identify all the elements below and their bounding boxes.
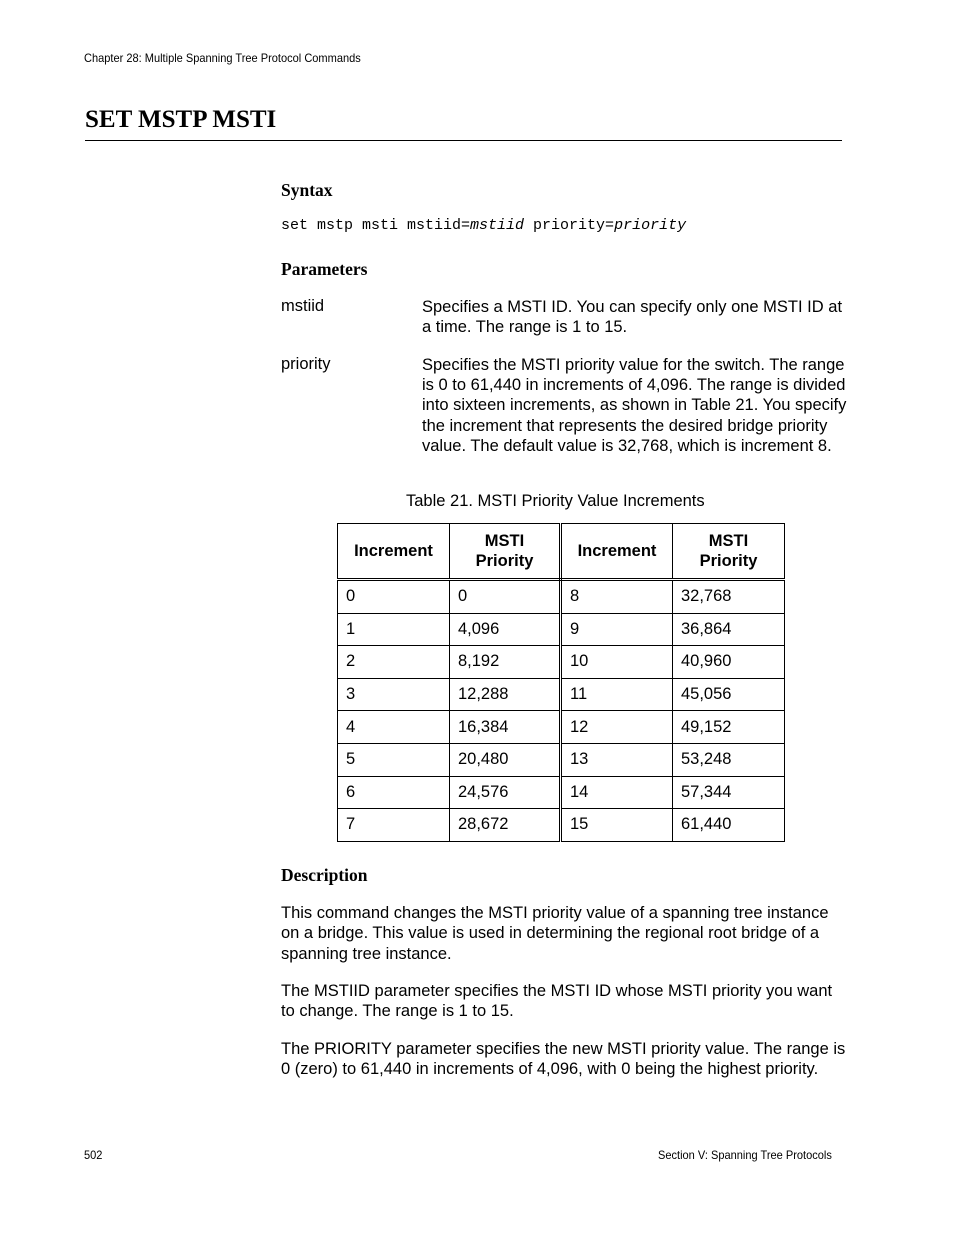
- table-cell: 16,384: [450, 711, 561, 744]
- syntax-cmd: set mstp msti mstiid=: [281, 217, 471, 234]
- col-header-msti-priority: MSTI Priority: [673, 524, 785, 580]
- table-cell: 15: [561, 809, 673, 842]
- page-number: 502: [84, 1148, 103, 1162]
- table-cell: 13: [561, 743, 673, 776]
- param-name-mstiid: mstiid: [281, 297, 325, 315]
- syntax-heading: Syntax: [281, 180, 333, 200]
- param-name-priority: priority: [281, 355, 331, 373]
- col-header-msti-priority: MSTI Priority: [450, 524, 561, 580]
- table-cell: 40,960: [673, 646, 785, 679]
- page-title: SET MSTP MSTI: [85, 106, 277, 133]
- table-cell: 4: [338, 711, 450, 744]
- table-cell: 32,768: [673, 580, 785, 614]
- table-cell: 8: [561, 580, 673, 614]
- parameters-heading: Parameters: [281, 259, 368, 279]
- table-row: [338, 580, 785, 614]
- table-cell: 61,440: [673, 809, 785, 842]
- table-cell: 1: [338, 613, 450, 646]
- priority-increments-table: [337, 523, 785, 842]
- table-cell: 4,096: [450, 613, 561, 646]
- table-cell: 28,672: [450, 809, 561, 842]
- table-cell: 11: [561, 678, 673, 711]
- table-cell: 9: [561, 613, 673, 646]
- param-desc-mstiid: Specifies a MSTI ID. You can specify only one MSTI ID at a time. The range is 1 to 15.: [422, 298, 843, 337]
- table-cell: 57,344: [673, 776, 785, 809]
- table-cell: 36,864: [673, 613, 785, 646]
- table-cell: 2: [338, 646, 450, 679]
- table-cell: 0: [450, 580, 561, 614]
- table-caption: Table 21. MSTI Priority Value Increments: [406, 492, 705, 510]
- table-row: [338, 809, 785, 842]
- table-row: [338, 646, 785, 679]
- table-row: [338, 776, 785, 809]
- description-paragraph: This command changes the MSTI priority value of a spanning tree instance on a bridge. This value is used in determining the regional root bridge of a spanning tree instance.: [281, 904, 829, 963]
- table-cell: 6: [338, 776, 450, 809]
- description-heading: Description: [281, 865, 368, 885]
- col-header-increment: Increment: [338, 524, 450, 580]
- table-cell: 49,152: [673, 711, 785, 744]
- table-row: [338, 678, 785, 711]
- table-cell: 7: [338, 809, 450, 842]
- table-cell: 8,192: [450, 646, 561, 679]
- table-row: [338, 743, 785, 776]
- table-cell: 14: [561, 776, 673, 809]
- title-rule: [85, 140, 842, 141]
- table-cell: 12,288: [450, 678, 561, 711]
- table-cell: 5: [338, 743, 450, 776]
- syntax-mid: priority=: [524, 217, 615, 234]
- syntax-arg-priority: priority: [614, 217, 687, 234]
- table-cell: 53,248: [673, 743, 785, 776]
- description-paragraph: The PRIORITY parameter specifies the new MSTI priority value. The range is 0 (zero) to 61,440 in increments of 4,096, with 0 being the highest priority.: [281, 1040, 846, 1079]
- table-cell: 12: [561, 711, 673, 744]
- syntax-arg-mstiid: mstiid: [470, 217, 525, 234]
- table-cell: 3: [338, 678, 450, 711]
- footer-section: Section V: Spanning Tree Protocols: [658, 1148, 832, 1162]
- table-cell: 20,480: [450, 743, 561, 776]
- table-cell: 24,576: [450, 776, 561, 809]
- table-cell: 10: [561, 646, 673, 679]
- table-cell: 45,056: [673, 678, 785, 711]
- running-header: Chapter 28: Multiple Spanning Tree Protocol Commands: [84, 51, 361, 65]
- table-header-row: [338, 524, 785, 580]
- table-cell: 0: [338, 580, 450, 614]
- description-paragraph: The MSTIID parameter specifies the MSTI ID whose MSTI priority you want to change. The range is 1 to 15.: [281, 982, 833, 1021]
- table-row: [338, 613, 785, 646]
- syntax-command: [281, 217, 686, 234]
- param-desc-priority: Specifies the MSTI priority value for the switch. The range is 0 to 61,440 in increments of 4,096. The range is divided into sixteen increments, as shown in Table 21. You specify the increment that represents the desired bridge priority value. The default value is 32,768, which is increment 8.: [422, 356, 847, 455]
- col-header-increment: Increment: [561, 524, 673, 580]
- table-row: [338, 711, 785, 744]
